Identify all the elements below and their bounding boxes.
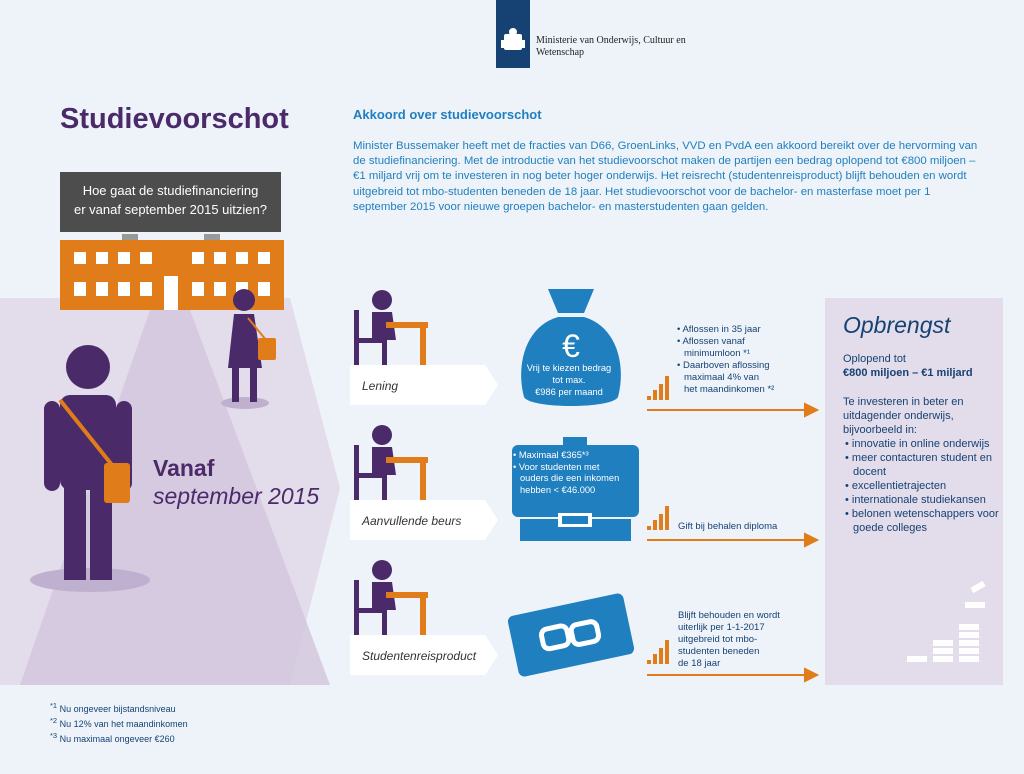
- opbrengst-body: Te investeren in beter en uitdagender onderwijs, bijvoorbeeld in: • innovatie in online onderwijs • meer contacturen student en docent • excellentietrajecten • internationale studiekansen • belonen wetenschappers voor goede colleges: [843, 395, 1003, 535]
- beurs-label: Aanvullende beurs: [362, 514, 462, 528]
- government-logo: [496, 0, 530, 68]
- ministry-name: Ministerie van Onderwijs, Cultuur en Wetenschap: [536, 35, 686, 58]
- vanaf-date: september 2015: [153, 483, 320, 509]
- student-figure-icon: [30, 345, 140, 585]
- lening-label: Lening: [362, 379, 399, 393]
- arrows: [645, 370, 825, 690]
- opbrengst-item: • excellentietrajecten: [845, 480, 947, 492]
- akkoord-title: Akkoord over studievoorschot: [353, 107, 542, 122]
- bag-text: Vrij te kiezen bedrag tot max. €986 per maand: [526, 363, 612, 397]
- desk-student-icon-1: [352, 290, 432, 370]
- reis-label: Studentenreisproduct: [362, 649, 477, 663]
- reis-note: Blijft behouden en wordt uiterlijk per 1-1-2017 uitgebreid tot mbo- studenten beneden de 18 jaar: [678, 610, 780, 669]
- svg-text:€: €: [562, 328, 580, 364]
- footnotes: $^{*1}$ Nu ongeveer bijstandsniveau $^{*2}$ Nu 12% van het maandinkomen $^{*3}$ Nu maximaal ongeveer €260: [50, 701, 188, 744]
- walking-student-icon: [222, 288, 282, 408]
- vanaf-label: Vanaf: [153, 455, 215, 481]
- coat-of-arms-icon: [496, 0, 530, 68]
- opbrengst-item: • innovatie in online onderwijs: [845, 438, 990, 450]
- opbrengst-item: • belonen wetenschappers voor goede colleges: [845, 508, 999, 534]
- opbrengst-sub: Oplopend tot €800 miljoen – €1 miljard: [843, 353, 973, 379]
- opbrengst-item: • internationale studiekansen: [845, 494, 986, 506]
- opbrengst-title: Opbrengst: [843, 312, 951, 338]
- beurs-text: • Maximaal €365*³ • Voor studenten met ouders die een inkomen hebben < €46.000: [513, 450, 620, 495]
- opbrengst-item: • meer contacturen student en docent: [845, 452, 992, 478]
- travel-card-icon: [506, 590, 636, 680]
- beurs-note: Gift bij behalen diploma: [678, 521, 778, 532]
- lening-bullets: • Aflossen in 35 jaar • Aflossen vanaf minimumloon *¹ • Daarboven aflossing maximaal 4% van het maandinkomen *²: [677, 324, 775, 395]
- question-box: Hoe gaat de studiefinanciering er vanaf september 2015 uitzien?: [60, 172, 281, 232]
- page-title: Studievoorschot: [60, 103, 289, 135]
- growth-bars-icon: [905, 578, 995, 668]
- akkoord-body: Minister Bussemaker heeft met de fracties van D66, GroenLinks, VVD en PvdA een akkoord bereikt over de hervorming van de studiefinanciering. Met de introductie van het studievoorschot maken de partijen een bedrag oplopend tot €800 miljoen – €1 miljard vrij om te investeren in nog beter hoger onderwijs. Het reisrecht (studentenreisproduct) blijft behouden en wordt uitgebreid tot mbo-studenten beneden de 18 jaar. Het studievoorschot voor de bachelor- en masterfase moet per 1 september 2015 voor nieuwe groepen bachelor- en masterstudenten gaan gelden.: [353, 140, 978, 213]
